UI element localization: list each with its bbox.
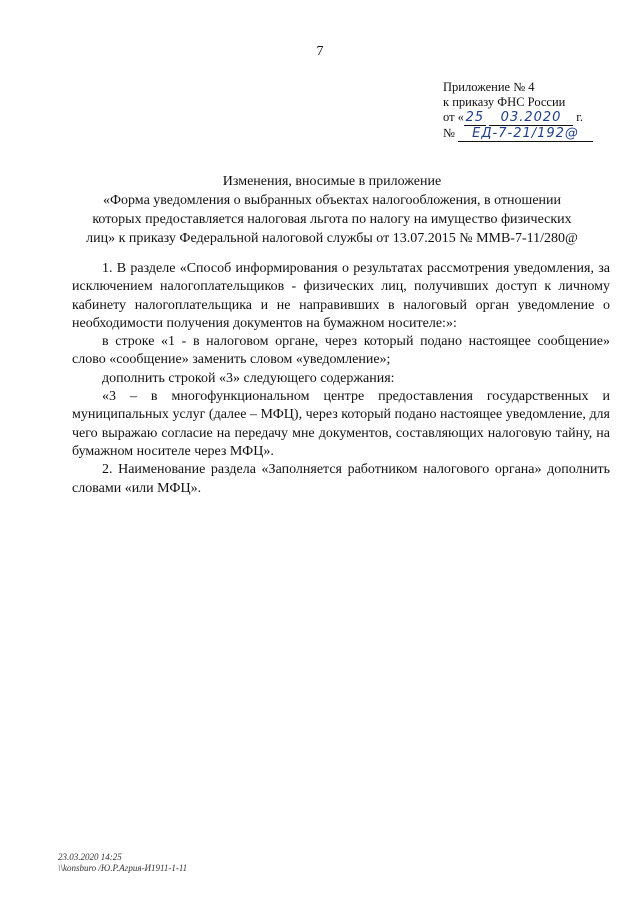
number-prefix: № <box>443 126 455 140</box>
title-line-1: Изменения, вносимые в приложение <box>222 174 442 189</box>
title-line-2: «Форма уведомления о выбранных объектах налогообложения, в отношении <box>102 193 562 208</box>
paragraph-3: дополнить строкой «3» следующего содержания: <box>102 370 395 386</box>
order-number: ЕД-7-21/192@ <box>458 126 593 142</box>
date-suffix: г. <box>576 110 584 124</box>
footer-path: \\konsburo /Ю.Р.Агрия-И1911-1-11 <box>58 863 188 873</box>
date-month: 03.2020 <box>489 110 573 126</box>
footer-timestamp: 23.03.2020 14:25 <box>58 852 122 862</box>
appendix-line-1: Приложение № 4 <box>443 80 535 94</box>
appendix-date <box>443 110 623 126</box>
document-body <box>72 260 610 498</box>
paragraph-2: в строке «1 - в налоговом органе, через который подано настоящее сообщение» слово «сообщение» заменить словом «уведомление»; <box>72 334 610 368</box>
appendix-line-2: к приказу ФНС России <box>443 95 566 109</box>
paragraph-5: 2. Наименование раздела «Заполняется работником налогового органа» дополнить словами «или МФЦ». <box>72 462 610 496</box>
appendix-number <box>443 126 623 142</box>
footer-stamp <box>58 852 187 874</box>
paragraph-4: «3 – в многофункциональном центре предоставления государственных и муниципальных услуг (далее – МФЦ), через который подано настоящее уведомление, для чего выражаю согласие на передачу мне документов, составляющих налоговую тайну, на бумажном носителе через МФЦ». <box>72 389 610 459</box>
appendix-block <box>443 80 623 142</box>
title-line-3: которых предоставляется налоговая льгота по налогу на имущество физических <box>92 212 572 227</box>
date-day: 25 <box>465 110 485 125</box>
title-line-4: лиц» к приказу Федеральной налоговой службы от 13.07.2015 № ММВ-7-11/280@ <box>86 231 578 246</box>
page-number: 7 <box>316 44 324 59</box>
date-prefix: от « <box>443 110 464 124</box>
document-title <box>72 172 592 248</box>
paragraph-1: 1. В разделе «Способ информирования о результатах рассмотрения уведомления, за исключением налогоплательщиков - физических лиц, получивших доступ к личному кабинету налогоплательщика и не направивших в налоговый орган уведомление о необходимости получения документов на бумажном носителе:»: <box>72 261 610 331</box>
